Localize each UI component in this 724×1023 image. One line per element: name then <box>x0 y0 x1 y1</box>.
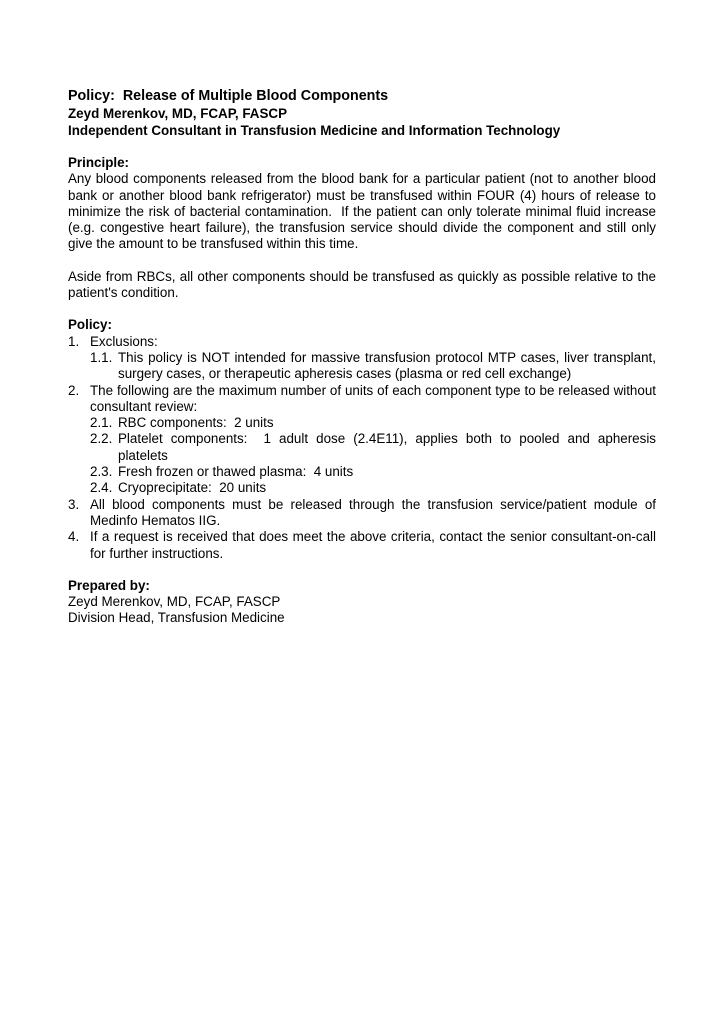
principle-section <box>68 155 656 301</box>
list-item-number: 4. <box>68 529 80 545</box>
list-subitem-number: 2.3. <box>90 464 113 480</box>
list-subitem <box>68 350 656 383</box>
policy-section <box>68 317 656 561</box>
list-item <box>68 383 656 416</box>
list-item <box>68 334 656 350</box>
prepared-by-heading: Prepared by: <box>68 577 150 593</box>
list-subitem-number: 2.4. <box>90 480 113 496</box>
list-subitem-text: Platelet components: 1 adult dose (2.4E11), applies both to pooled and apheresis platelets <box>118 431 656 463</box>
prepared-by-section <box>68 578 656 627</box>
document-header <box>68 88 656 139</box>
author-line: Zeyd Merenkov, MD, FCAP, FASCP <box>68 106 288 121</box>
list-subitem <box>68 464 656 480</box>
list-subitem-number: 2.1. <box>90 415 113 431</box>
prepared-by-name: Zeyd Merenkov, MD, FCAP, FASCP <box>68 594 281 610</box>
list-subitem-text: Cryoprecipitate: 20 units <box>118 480 267 496</box>
list-subitem <box>68 480 656 496</box>
list-subitem-text: RBC components: 2 units <box>118 415 274 431</box>
list-subitem-number: 2.2. <box>90 431 113 447</box>
list-item-text: The following are the maximum number of units of each component type to be released without consultant review: <box>90 382 656 414</box>
affiliation-line: Independent Consultant in Transfusion Medicine and Information Technology <box>68 123 561 138</box>
list-item-number: 1. <box>68 333 80 349</box>
list-subitem-text: This policy is NOT intended for massive transfusion protocol MTP cases, liver transplant, surgery cases, or therapeutic apheresis cases (plasma or red cell exchange) <box>118 349 656 382</box>
list-subitem <box>68 415 656 431</box>
policy-list <box>68 334 656 562</box>
list-item-text: All blood components must be released through the transfusion service/patient module of Medinfo Hematos IIG. <box>90 496 656 528</box>
list-item <box>68 497 656 530</box>
principle-paragraph-2: Aside from RBCs, all other components should be transfused as quickly as possible relative to the patient's condition. <box>68 268 656 301</box>
list-subitem-text: Fresh frozen or thawed plasma: 4 units <box>118 464 354 480</box>
list-item <box>68 529 656 562</box>
list-item-number: 3. <box>68 496 80 512</box>
document-content <box>68 88 656 627</box>
document-title: Policy: Release of Multiple Blood Components <box>68 88 389 104</box>
prepared-by-title: Division Head, Transfusion Medicine <box>68 610 285 626</box>
list-subitem-number: 1.1. <box>90 349 113 365</box>
list-item-text: Exclusions: <box>90 333 158 349</box>
principle-heading: Principle: <box>68 155 130 170</box>
list-item-text: If a request is received that does meet the above criteria, contact the senior consultant-on-call for further instructions. <box>90 529 656 561</box>
list-item-number: 2. <box>68 382 80 398</box>
list-subitem <box>68 431 656 464</box>
policy-heading: Policy: <box>68 317 112 333</box>
principle-paragraph-1: Any blood components released from the blood bank for a particular patient (not to another blood bank or another blood bank refrigerator) must be transfused within FOUR (4) hours of release to minimize the risk of bacterial contamination. If the patient can only tolerate minimal fluid increase (e.g. congestive heart failure), the transfusion service should divide the component and still only give the amount to be transfused within this time. <box>68 171 656 252</box>
